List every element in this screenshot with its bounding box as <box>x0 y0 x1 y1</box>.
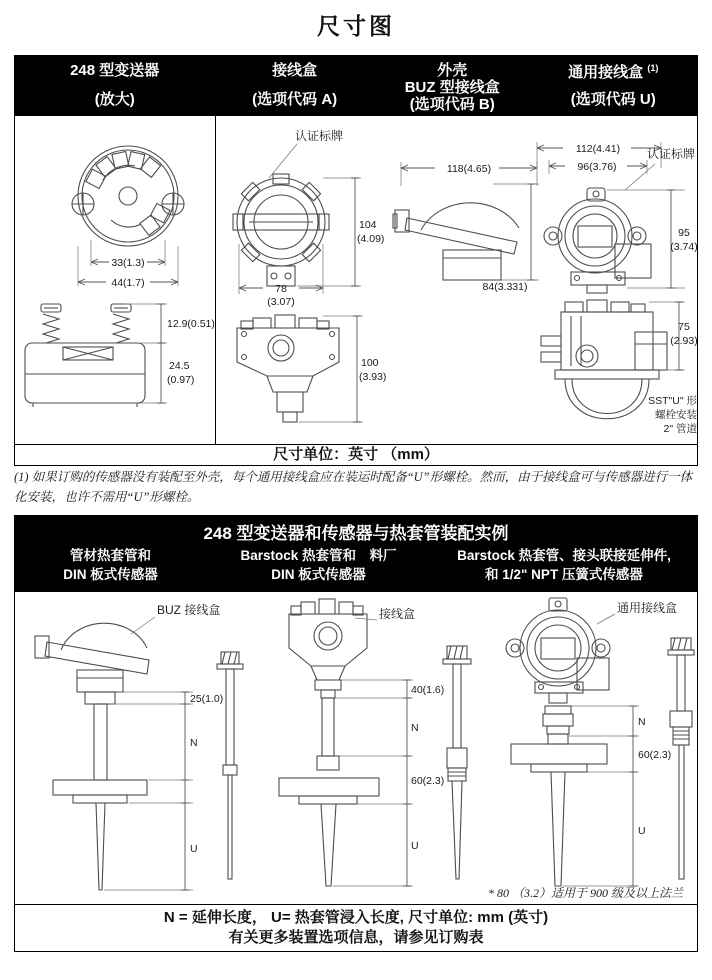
dim-label-84: 84(3.331) <box>482 281 528 293</box>
dim-label-100b: (3.93) <box>359 371 387 383</box>
buz-housing-drawing <box>393 156 545 292</box>
dim-label-245a: 24.5 <box>169 360 190 372</box>
footer-line-1: N = 延伸长度， U= 热套管浸入长度, 尺寸单位: mm (英寸) <box>163 908 549 926</box>
cert-tag-label: 认证标牌 <box>646 147 696 161</box>
header-col-universal-box <box>529 56 697 116</box>
col-label-barstock-extension: Barstock 热套管、接头联接延伸件, 和 1/2" NPT 压簧式传感器 <box>457 548 671 582</box>
dim-label-75a: 75 <box>678 321 690 333</box>
assembly-label-buz: BUZ 接线盒 <box>157 602 221 617</box>
header-line: BUZ 型接线盒 <box>404 78 500 96</box>
header-line: (选项代码 A) <box>252 91 338 109</box>
assembly-table <box>14 515 698 952</box>
dim-label-104b: (4.09) <box>357 233 385 245</box>
dim-label-129: 12.9(0.51) <box>167 318 215 330</box>
dim-label-245b: (0.97) <box>167 374 195 386</box>
u-bolt-note-line1: SST"U" 形 <box>648 395 697 407</box>
dim-label-33: 33(1.3) <box>111 257 145 269</box>
assembly-column-labels <box>15 547 697 585</box>
dim-label-95a: 95 <box>678 227 690 239</box>
dim-label-112: 112(4.41) <box>575 143 621 155</box>
junction-box-side-drawing <box>227 312 397 442</box>
dim-label-U: U <box>638 824 646 837</box>
assembly-table-body <box>15 592 697 904</box>
dim-label-60: 60(2.3) <box>411 774 445 787</box>
cert-tag-label: 认证标牌 <box>294 129 344 143</box>
dim-label-40: 40(1.6) <box>411 683 445 696</box>
col-label-pipe-thermowell: 管材热套管和 DIN 板式传感器 <box>63 548 158 582</box>
dim-label-78a: 78 <box>275 283 287 295</box>
footer-line-2: 有关更多装置选项信息，请参见订购表 <box>228 928 484 946</box>
assembly-buz-drawing <box>35 594 245 896</box>
dimension-table-header <box>15 56 697 116</box>
transmitter-side-view-drawing <box>17 296 215 442</box>
dim-label-96: 96(3.76) <box>577 161 617 173</box>
universal-box-front-drawing <box>531 138 699 298</box>
col-label-barstock-thermowell: Barstock 热套管和 料厂 DIN 板式传感器 <box>240 548 397 582</box>
header-line: (选项代码 U) <box>570 91 656 109</box>
dimension-table-body <box>15 116 697 444</box>
assembly-label-universal: 通用接线盒 <box>617 600 678 615</box>
universal-box-side-drawing <box>531 300 699 442</box>
dim-label-95b: (3.74) <box>670 241 698 253</box>
assembly-universal-drawing <box>485 594 699 896</box>
dim-label-60: 60(2.3) <box>638 748 672 761</box>
assembly-label-jbox: 接线盒 <box>379 606 416 621</box>
header-line: 接线盒 <box>272 62 318 79</box>
header-line: 248 型变送器 <box>70 62 160 79</box>
header-col-junction-box <box>214 56 375 116</box>
dim-label-75b: (2.93) <box>670 335 698 347</box>
dim-label-25: 25(1.0) <box>190 692 224 705</box>
header-line: (放大) <box>94 91 135 109</box>
dim-label-N: N <box>411 721 419 734</box>
header-col-transmitter <box>15 56 214 116</box>
junction-box-front-drawing <box>223 124 395 308</box>
transmitter-top-view-drawing <box>33 120 223 292</box>
header-col-buz-housing <box>375 56 530 116</box>
assembly-jbox-drawing <box>255 594 473 896</box>
footnote-marker: (1) <box>647 63 659 73</box>
u-bolt-note-line3: 2" 管道 <box>663 423 697 435</box>
dimension-table <box>14 55 698 466</box>
dim-label-100a: 100 <box>361 357 379 369</box>
header-line: 通用接线盒 $^{(1)}$ <box>568 63 659 81</box>
dim-label-N: N <box>638 715 646 728</box>
assembly-table-title: 248 型变送器和传感器与热套管装配实例 <box>203 524 509 543</box>
unit-row: 尺寸单位：英寸 （mm） <box>15 444 697 465</box>
dim-label-U: U <box>411 839 419 852</box>
footnote-1: (1) 如果订购的传感器没有装配至外壳，每个通用接线盒应在装运时配备“U”形螺栓。然而，由于接线盒可与传感器进行一体化安装，也许不需用“U”形螺栓。 <box>14 470 693 504</box>
dim-label-44: 44(1.7) <box>111 277 145 289</box>
u-bolt-note-line2: 螺栓安装 <box>655 409 697 421</box>
dim-label-U: U <box>190 842 198 855</box>
header-line: 外壳 <box>437 62 468 79</box>
dim-label-78b: (3.07) <box>267 296 295 308</box>
page-title: 尺寸图 <box>317 13 395 39</box>
header-line: (选项代码 B) <box>409 95 495 113</box>
assembly-table-header <box>15 516 697 592</box>
dim-label-104a: 104 <box>359 219 377 231</box>
flange-footnote: * 80 （3.2）适用于 900 级及以上法兰 <box>487 885 683 900</box>
dim-label-N: N <box>190 736 198 749</box>
dim-label-118: 118(4.65) <box>446 163 492 175</box>
assembly-table-footer <box>15 904 697 952</box>
